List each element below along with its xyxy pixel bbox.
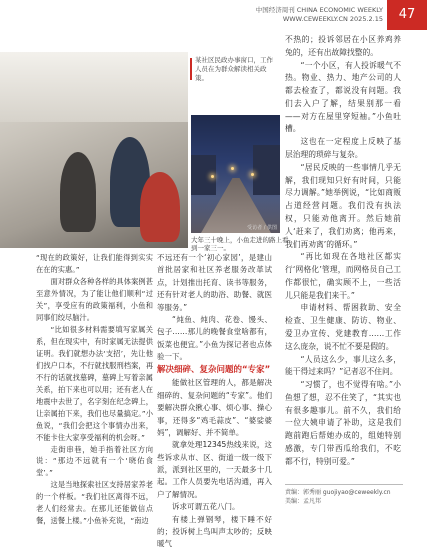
night-street-photo (191, 115, 280, 233)
paragraph: 走街串巷，她手指着社区方向说：“那边不远就有一个‘晓佑食堂’。” (36, 444, 153, 478)
art-credit: 美编：孟凡邦 (285, 498, 322, 505)
paragraph: 能做社区管理的人，都是解决细碎的、复杂问题的“专家”。他们要解决群众揪心事、烦心事、操心事，还得多“鸡毛蒜皮”、“婆娑婆妈”，调解好、并不简单。 (157, 378, 272, 437)
top-photo-caption: 某社区民政办事窗口，工作人员在为群众解读相关政策。 (195, 56, 273, 82)
night-photo-caption: 大年三十晚上，小鱼走进的路上看到一家三一。 (191, 236, 289, 252)
office-ceiling (0, 52, 188, 122)
paragraph: “比如很多材料需要填写家属关系，但在现实中，有时家属无法提供证明。我们就想办法‘支招’，先让他们找户口本，不行就找服刑档案，再不行的话就找墓碑，墓碑上写着亲属关系，拍下来也可以用；还有老人在地震中去世了，名字刻在纪念碑上，让亲属拍下来，我们也尽量搞定。”小鱼说，“我们会把这个事情办出来，不能卡住大家享受福利的机会呀。” (36, 324, 153, 442)
paragraph: 有楼上弹钢琴，楼下睡不好的；投诉树上鸟叫声太吵的；反映暖气 (157, 514, 272, 549)
photo-figure (60, 152, 96, 232)
street-lamp (251, 173, 254, 176)
credits-block (285, 488, 410, 506)
photo-building (253, 145, 280, 195)
caption-accent (190, 58, 192, 80)
text-column-left (36, 252, 153, 527)
photo-credit: 受访者 / 供图 (247, 225, 277, 231)
paragraph: “习惯了，也不觉得有啥。”小鱼想了想，忍不住笑了，“其实也有很多趣事儿。前不久，我们给一位大姨申请了补助，这是我们跑前跑后帮她办成的，组她特别感激，专门带西瓜给我们，不吃都不行，特别可爱。” (285, 380, 401, 466)
paragraph: “再比如现在各地社区都实行‘网格化’管理，而网格员自己工作都很忙，确实顾不上，一些活儿只能是我们来干。” (285, 252, 401, 300)
paragraph: 面对群众各种各样的具体案例甚至意外情况，为了能让他们顺利“过关”，享受应有的政策福利，小鱼和同事们绞尽脑汁。 (36, 276, 153, 322)
section-subhead: 解决细碎、复杂问题的“专家” (157, 365, 271, 376)
paragraph: “人员这么少，事儿这么多，能干得过来吗？”记者忍不住问。 (285, 354, 401, 377)
paragraph: 诉求可谓五花八门。 (172, 502, 240, 512)
editor-credit: 责编：郭秀丽 guojiyao@ceweekly.cn (285, 489, 391, 496)
paragraph: “炖鱼、炖肉、花卷、馒头、包子……那儿的晚餐食堂啥都有，饭菜也便宜。”小鱼为探记者也点体验一下。 (157, 314, 272, 361)
paragraph: 这是当地探索社区支持居家养老的一个样板。“我们社区离得不远，老人们经常去。在那儿还能做信点餐，送餐上楼。”小鱼补充说，“南边 (36, 480, 153, 526)
office-photo (0, 52, 188, 248)
paragraph: 申请材料、帮困救助、安全检查、卫生健康、防访、物业、爱卫办宣传、党建教育……工作这么庞杂，说不忙不要是假的。 (285, 303, 401, 351)
text-column-right (285, 34, 401, 469)
credits-divider (285, 484, 403, 485)
magazine-website-date: WWW.CEWEEKLY.CN 2025.2.15 (282, 15, 383, 23)
paragraph: 这也在一定程度上反映了基层治理的琐碎与复杂。 (285, 137, 401, 160)
street-lamp (231, 167, 234, 170)
page-number: 47 (387, 0, 427, 30)
paragraph: “居民反映的一些事情几乎无解，我们现知只好有时间，只能尽力调解。”她举例说，“比如商贩占道经营问题。我们没有执法权，只能劝他离开。然后她前人‘赶来了，我们劝离；他再来，我们再劝离’的循环。” (285, 162, 401, 249)
photo-figure (140, 172, 180, 242)
paragraph: 就拿处理12345热线来说，这些诉求从市、区、街道一级一级下派，派到社区里的，一天最多十几起。工作人员要先电话沟通，再入户了解情况。 (157, 440, 272, 499)
paragraph: “现在的政策好，让我们能得到实实在在的实惠。” (36, 253, 153, 274)
text-column-middle (157, 252, 272, 551)
street-lamp (211, 175, 214, 178)
page-header (0, 0, 427, 30)
magazine-title: 中国经济周刊 CHINA ECONOMIC WEEKLY (255, 6, 383, 14)
paragraph: 不远还有一个‘初心家园’，是建山首批居家和社区养老服务改革试点，计划推出托育、读书等服务，还有针对老人的助浴、助餐、就医等服务。” (157, 253, 272, 312)
paragraph: 不热的；投诉邻居在小区养鸡养兔的，还有出故障找整的。 (285, 35, 401, 57)
paragraph: “一个小区，有人投诉暖气不热。物业、热力、地产公司的人都去检查了，都说没有问题。我们去入户了解，结果别那一看——对方在屋里穿短袖。”小鱼吐槽。 (285, 60, 401, 134)
